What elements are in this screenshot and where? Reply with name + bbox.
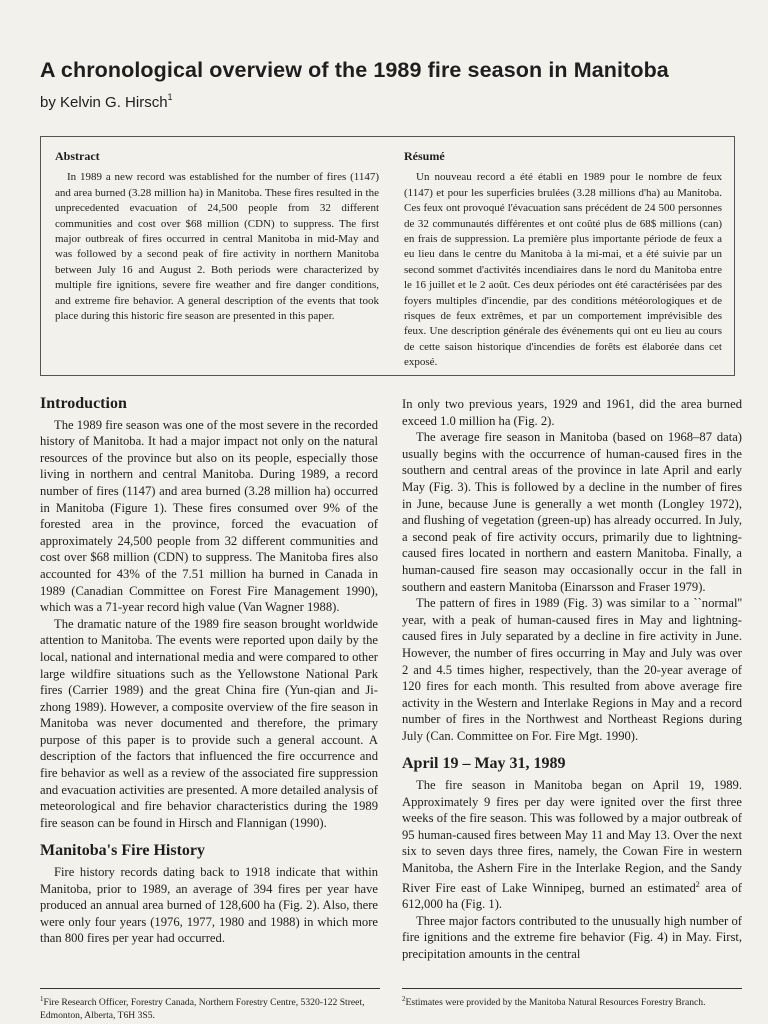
- april-text-after-mark: area of 612,000 ha (Fig. 1).: [402, 880, 742, 912]
- abstract-heading: Abstract: [55, 149, 100, 163]
- abstract-box: [40, 136, 735, 376]
- paper-title: A chronological overview of the 1989 fire season in Manitoba: [40, 58, 669, 82]
- author-footnote-mark: 1: [167, 92, 173, 102]
- resume-heading: Résumé: [404, 149, 445, 163]
- introduction-heading: Introduction: [40, 395, 127, 412]
- fire-history-paragraph-1: Fire history records dating back to 1918 indicate that within Manitoba, prior to 1989, an average of 394 fires per year have produced an annual area burned of 128,600 ha (Fig. 2). Also, there were only four years (1976, 1977, 1980 and 1988) in which more than 800 fires per year had occurred.: [40, 865, 378, 946]
- footnote-divider-right: [402, 988, 742, 989]
- fire-history-paragraph-4: The pattern of fires in 1989 (Fig. 3) was similar to a ``normal'' year, with a peak of human-caused fires in May and lightning-caused fires in July separated by a decline in fire activity in June. However, the number of fires occurring in May and July was over 2 and 4.5 times higher, respectively, than the 20-year average of 120 fires for each month. This resulted from above average fire activity in the Western and Interlake Regions in May and a record number of fires in the Northwest and Northeast Regions during July (Can. Committee on For. Fire Mgt. 1990).: [402, 596, 742, 743]
- introduction-paragraph-2: The dramatic nature of the 1989 fire season brought worldwide attention to Manitoba. The events were reported upon daily by the local, national and international media and were compared to other large wildfire situations such as the Yellowstone National Park fires (Carrier 1989) and the great China fire (Yun-qian and Ji-zhong 1989). However, a composite overview of the fire season in Manitoba was never documented and therefore, the primary purpose of this paper is to provide such a general account. A description of the factors that influenced the fire occurrence and fire behavior as well as a review of the associated fire suppression and evacuation activities are presented. A more detailed analysis of meteorological and fire behavior characteristics during the 1989 fire season can be found in Hirsch and Flannigan (1990).: [40, 616, 378, 830]
- april-may-paragraph-1: [402, 777, 742, 913]
- footnote-1-text: Fire Research Officer, Forestry Canada, Northern Forestry Centre, 5320-122 Street, Edmonton, Alberta, T6H 3S5.: [40, 997, 365, 1021]
- footnote-2-mark: 2: [402, 995, 406, 1003]
- author-byline: [40, 92, 173, 111]
- author-name: by Kelvin G. Hirsch: [40, 94, 168, 111]
- april-text-before-mark: The fire season in Manitoba began on April 19, 1989. Approximately 9 fires per day were ignited over the first three weeks of the fire season. This was followed by a major outbreak of 95 human-caused fires between May 11 and May 13. Over the next six to seven days three fires, namely, the Cowan Fire in western Manitoba, the Ashern Fire in the Interlake Region, and the Sandy River Fire east of Lake Winnipeg, burned an estimated: [402, 778, 742, 895]
- footnote-2-reference: 2: [695, 879, 700, 889]
- footnote-divider-left: [40, 988, 380, 989]
- footnote-2-text: Estimates were provided by the Manitoba Natural Resources Forestry Branch.: [405, 997, 706, 1008]
- body-column-left: [40, 396, 378, 947]
- footnote-2: [402, 993, 737, 1009]
- introduction-paragraph-1: The 1989 fire season was one of the most severe in the recorded history of Manitoba. It had a major impact not only on the natural resources of the province but also on its people, especially those living in northern and central Manitoba. During 1989, a record number of fires (1147) and area burned (3.28 million ha) occurred in Manitoba (Figure 1). These fires consumed over 9% of the forested area in the province, forced the evacuation of approximately 24,500 people from 32 different communities and cost over $68 million (CDN) to suppress. The Manitoba fires also accounted for 43% of the 7.51 million ha burned in Canada in 1989 (Canadian Committee on Forest Fire Management 1990), which was a 71-year record high value (Van Wagner 1988).: [40, 417, 378, 615]
- abstract-text: In 1989 a new record was established for the number of fires (1147) and area burned (3.28 million ha) in Manitoba. These fires resulted in the unprecedented evacuation of 24,500 people from 32 different communities and cost over $68 million (CDN) to suppress. The first major outbreak of fires occurred in central Manitoba in mid-May and was followed by a second peak of fire activity in northern Manitoba between July 16 and August 2. Both periods were characterized by multiple fire ignitions, severe fire weather and fire danger conditions, and extreme fire behavior. A general description of the events that took place during this historic fire season are presented in this paper.: [55, 171, 379, 323]
- fire-history-paragraph-3: The average fire season in Manitoba (based on 1968–87 data) usually begins with the occurrence of human-caused fires in the southern and central areas of the province in late April and early May (Fig. 3). This is followed by a decline in the number of fires in June, because June is generally a wet month (Longley 1972), and flushing of vegetation (green-up) has already occurred. In July, a second peak of fire activity occurs, primarily due to lightning-caused fires located in northern and eastern Manitoba. Finally, a human-caused fire season may occasionally occur in the fall in southern and eastern Manitoba (Einarsson and Fraser 1979).: [402, 430, 742, 594]
- fire-history-paragraph-2: In only two previous years, 1929 and 1961, did the area burned exceed 1.0 million ha (Fig. 2).: [402, 397, 742, 428]
- abstract-french: [404, 149, 722, 371]
- resume-text: Un nouveau record a été établi en 1989 pour le nombre de feux (1147) et pour les superficies brulées (3.28 millions d'ha) au Manitoba. Ces feux ont provoqué l'évacuation sans précédent de 24 500 personnes de 32 communautés différentes et ont coûté plus de 68$ millions (can) en frais de suppression. La première plus importante période de feux a eu lieu dans le centre du Manitoba à la mi-mai, et a été suivie par un second sommet d'activités incendiaires dans le nord du Manitoba entre le 16 juillet et le 2 août. Ces deux périodes ont été caractérisées par des foyers multiples d'incendie, par des conditions météorologiques et de risques de feux extrêmes, et par un comportement imprévisible des feux. Une description générale des événements qui ont eu lieu au cours de cette saison historique d'incendies de forêts est élaborée dans cet exposé.: [404, 171, 722, 369]
- abstract-english: [55, 149, 379, 324]
- footnote-1: [40, 993, 385, 1022]
- footnote-1-mark: 1: [40, 995, 44, 1003]
- april-may-paragraph-2: Three major factors contributed to the unusually high number of fire ignitions and the extreme fire behavior (Fig. 4) in May. First, precipitation amounts in the central: [402, 913, 742, 961]
- april-may-heading: April 19 – May 31, 1989: [402, 755, 566, 773]
- fire-history-heading: Manitoba's Fire History: [40, 842, 206, 860]
- body-column-right: [402, 396, 742, 963]
